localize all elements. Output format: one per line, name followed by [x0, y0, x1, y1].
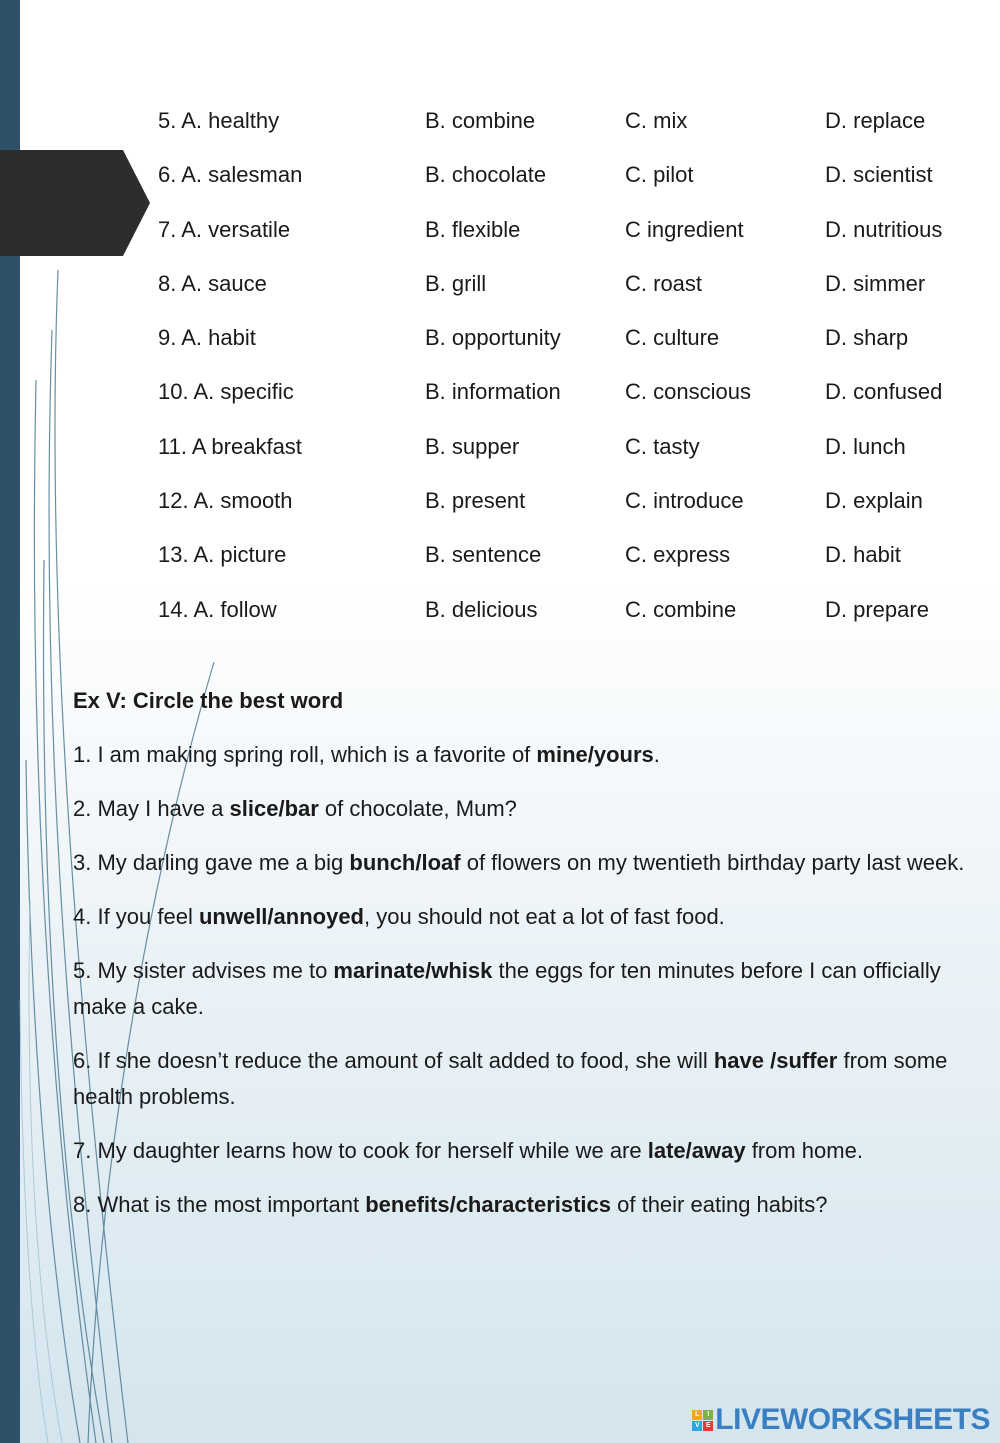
option-choice: D. replace — [825, 108, 926, 133]
sentence-text: 2. May I have a — [73, 796, 230, 821]
option-choice: C. pilot — [625, 162, 694, 188]
option-choice: B. grill — [425, 270, 487, 296]
option-choice: C. combine — [625, 596, 737, 622]
sentence-text: 1. I am making spring roll, which is a favorite of — [73, 742, 537, 767]
sentence-text: 4. If you feel — [73, 904, 199, 929]
option-choice: B. combine — [425, 108, 536, 133]
option-choice: 11. A breakfast — [158, 433, 302, 459]
word-choice[interactable]: slice/bar — [229, 796, 319, 821]
decorative-arrow-tab — [0, 150, 150, 256]
option-choice: B. sentence — [425, 542, 542, 568]
option-choice: D. confused — [825, 379, 943, 405]
word-choice[interactable]: unwell/annoyed — [198, 904, 364, 929]
option-choice: 9. A. habit — [158, 325, 256, 351]
option-choice: C. roast — [625, 270, 703, 296]
exercise-sentence — [73, 1187, 983, 1223]
option-choice: 13. A. picture — [158, 542, 287, 568]
sentence-text: of chocolate, Mum? — [318, 796, 517, 821]
option-choice: D. sharp — [825, 325, 909, 351]
option-choice: B. present — [425, 488, 526, 514]
option-choice: B. delicious — [425, 596, 538, 622]
word-choice[interactable]: marinate/whisk — [333, 958, 493, 983]
option-choice: B. flexible — [425, 216, 521, 242]
exercise-sentence — [73, 899, 983, 935]
option-choice: 7. A. versatile — [158, 216, 291, 242]
option-choice: D. scientist — [825, 162, 933, 188]
option-choice: 5. A. healthy — [158, 108, 280, 133]
option-choice: C. culture — [625, 325, 720, 351]
exercise-title: Ex V: Circle the best word — [73, 688, 344, 713]
logo-mark-square: V — [692, 1421, 702, 1431]
sentence-text: 5. My sister advises me to — [73, 958, 334, 983]
sentence-text: 8. What is the most important — [73, 1192, 366, 1217]
option-choice: D. prepare — [825, 596, 929, 622]
sentence-text: 6. If she doesn’t reduce the amount of salt added to food, she will — [73, 1048, 714, 1073]
sentence-text: of their eating habits? — [611, 1192, 828, 1217]
sentence-text: 3. My darling gave me a big — [73, 850, 350, 875]
word-choice[interactable]: have /suffer — [713, 1048, 838, 1073]
word-choice[interactable]: bunch/loaf — [349, 850, 461, 875]
word-choice[interactable]: late/away — [647, 1138, 746, 1163]
option-choice: 6. A. salesman — [158, 162, 303, 188]
sentence-list — [73, 737, 983, 1223]
option-choice: D. lunch — [825, 433, 906, 459]
sentence-text: from some health problems. — [73, 1048, 948, 1109]
sentence-text: 7. My daughter learns how to cook for herself while we are — [73, 1138, 648, 1163]
word-choice[interactable]: benefits/characteristics — [365, 1192, 612, 1217]
option-choice: C. introduce — [625, 488, 744, 514]
exercise-sentence — [73, 845, 983, 881]
option-choice: 8. A. sauce — [158, 270, 267, 296]
option-choice: B. information — [425, 379, 561, 405]
exercise-sentence — [73, 1133, 983, 1169]
sentence-text: of flowers on my twentieth birthday party last week. — [460, 850, 965, 875]
option-choice: C ingredient — [625, 216, 744, 242]
option-choice: D. simmer — [825, 270, 926, 296]
option-choice: D. nutritious — [825, 216, 943, 242]
sentence-text: , you should not eat a lot of fast food. — [364, 904, 725, 929]
option-choice: C. mix — [625, 108, 688, 133]
option-choice: C. express — [625, 542, 731, 568]
option-choice: 12. A. smooth — [158, 488, 293, 514]
option-choice: B. chocolate — [425, 162, 547, 188]
sentence-text: from home. — [745, 1138, 863, 1163]
option-choice: C. tasty — [625, 433, 700, 459]
exercise-sentence — [73, 737, 983, 773]
option-choice: C. conscious — [625, 379, 751, 405]
option-choice: 10. A. specific — [158, 379, 294, 405]
logo-mark-square: E — [703, 1421, 713, 1431]
sentence-text: . — [653, 742, 660, 767]
logo-mark-square: I — [703, 1410, 713, 1420]
option-choice: 14. A. follow — [158, 596, 277, 622]
option-choice: B. opportunity — [425, 325, 561, 351]
sentence-text: the eggs for ten minutes before I can officially make a cake. — [73, 958, 941, 1019]
logo-text: LIVEWORKSHEETS — [715, 1403, 990, 1436]
liveworksheets-logo — [692, 1403, 990, 1437]
logo-mark-square: L — [692, 1410, 702, 1420]
exercise-sentence — [73, 1043, 983, 1115]
option-choice: D. habit — [825, 542, 901, 568]
option-choice: B. supper — [425, 433, 520, 459]
option-choice: D. explain — [825, 488, 923, 514]
exercise-sentence — [73, 953, 983, 1025]
logo-mark-icon — [692, 1410, 713, 1431]
word-choice[interactable]: mine/yours — [536, 742, 654, 767]
exercise-v — [73, 683, 983, 1241]
exercise-sentence — [73, 791, 983, 827]
